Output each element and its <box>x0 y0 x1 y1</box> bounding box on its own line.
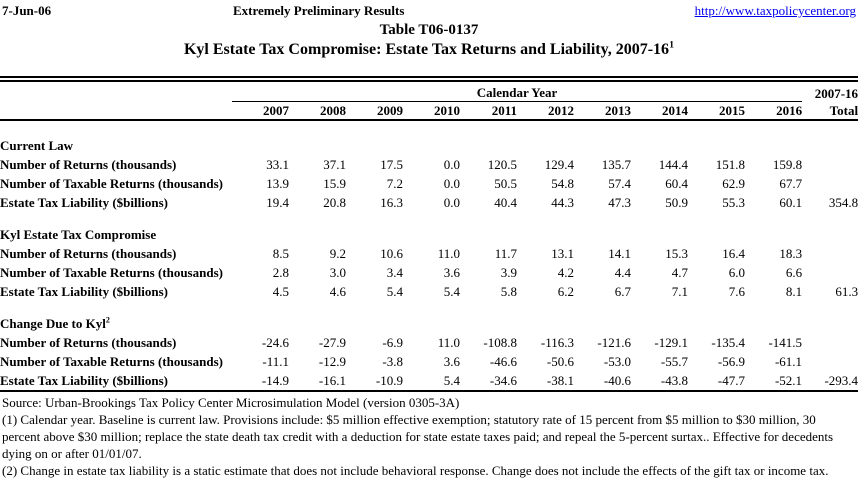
cell-value: 20.8 <box>323 195 346 210</box>
page-subtitle <box>0 41 858 59</box>
cell-value: 60.1 <box>779 195 803 210</box>
table-row <box>0 154 858 173</box>
cell-value: 33.1 <box>266 157 289 172</box>
header-spacer <box>0 102 232 121</box>
cell-value: -27.9 <box>318 335 346 350</box>
cell-value: 18.3 <box>779 246 803 261</box>
cell-value: 7.2 <box>386 176 403 191</box>
footnotes <box>2 394 856 478</box>
section-title-text: Change Due to Kyl <box>0 316 106 331</box>
year-header: 2008 <box>289 102 346 121</box>
year-header: 2010 <box>403 102 460 121</box>
cell-value: 3.0 <box>329 265 346 280</box>
table-body <box>0 120 858 389</box>
cell-value: 135.7 <box>601 157 631 172</box>
section-title-superscript: 2 <box>105 315 110 325</box>
cell-value: -121.6 <box>597 335 631 350</box>
cell-value: 50.9 <box>665 195 688 210</box>
cell-value: 5.4 <box>443 284 460 299</box>
cell-value: -6.9 <box>382 335 403 350</box>
cell-value: -108.8 <box>483 335 517 350</box>
cell-total: 354.8 <box>828 195 858 210</box>
cell-value: 6.2 <box>557 284 574 299</box>
cell-value: 0.0 <box>443 195 460 210</box>
year-header: 2011 <box>460 102 517 121</box>
cell-value: 4.4 <box>614 265 631 280</box>
cell-value: 15.9 <box>323 176 346 191</box>
cell-value: 62.9 <box>722 176 745 191</box>
cell-value: 67.7 <box>779 176 803 191</box>
cell-value: -47.7 <box>717 373 745 388</box>
cell-total <box>802 262 858 281</box>
row-label: Number of Returns (thousands) <box>0 246 177 261</box>
cell-value: 57.4 <box>608 176 631 191</box>
spacer-row <box>0 211 858 224</box>
year-header: 2016 <box>745 102 802 121</box>
cell-value: 129.4 <box>544 157 574 172</box>
row-label: Number of Taxable Returns (thousands) <box>0 354 223 369</box>
total-header: Total <box>802 102 858 121</box>
taxpolicycenter-link[interactable]: http://www.taxpolicycenter.org <box>694 3 856 18</box>
cell-value: 10.6 <box>380 246 403 261</box>
cell-value: -43.8 <box>660 373 688 388</box>
cell-value: -129.1 <box>654 335 688 350</box>
calendar-year-row <box>0 84 858 102</box>
cell-value: 3.9 <box>500 265 517 280</box>
cell-value: 16.3 <box>380 195 403 210</box>
cell-value: 4.7 <box>671 265 688 280</box>
row-label: Estate Tax Liability ($billions) <box>0 195 168 210</box>
cell-value: 13.1 <box>551 246 574 261</box>
cell-value: 11.0 <box>437 246 460 261</box>
spacer-row <box>0 300 858 313</box>
header-spacer <box>0 84 232 102</box>
section-title-row <box>0 313 858 332</box>
cell-value: -135.4 <box>711 335 745 350</box>
cell-value: -50.6 <box>546 354 574 369</box>
cell-value: 120.5 <box>487 157 517 172</box>
cell-value: 17.5 <box>380 157 403 172</box>
row-label: Number of Returns (thousands) <box>0 157 177 172</box>
cell-value: 5.8 <box>500 284 517 299</box>
cell-value: 159.8 <box>772 157 803 172</box>
table-row <box>0 243 858 262</box>
years-row <box>0 102 858 121</box>
cell-value: 13.9 <box>266 176 289 191</box>
cell-value: -10.9 <box>375 373 403 388</box>
cell-value: 40.4 <box>494 195 517 210</box>
section-title <box>0 135 858 154</box>
cell-value: 8.5 <box>272 246 289 261</box>
cell-value: 54.8 <box>551 176 574 191</box>
cell-value: -55.7 <box>660 354 688 369</box>
cell-value: -12.9 <box>318 354 346 369</box>
cell-value: 16.4 <box>722 246 745 261</box>
masthead-link <box>695 3 856 19</box>
cell-value: 6.6 <box>785 265 803 280</box>
page-title: Table T06-0137 <box>379 22 479 38</box>
subtitle-superscript: 1 <box>669 39 675 51</box>
cell-value: -14.9 <box>261 373 289 388</box>
cell-total <box>802 243 858 262</box>
cell-value: -40.6 <box>603 373 631 388</box>
top-double-rule <box>0 76 858 82</box>
cell-value: 60.4 <box>665 176 688 191</box>
spacer-row <box>0 120 858 135</box>
year-header: 2014 <box>631 102 688 121</box>
cell-value: 44.3 <box>551 195 574 210</box>
cell-value: -46.6 <box>489 354 517 369</box>
table-row <box>0 281 858 300</box>
cell-value: 11.0 <box>437 335 460 350</box>
footnote-2: (2) Change in estate tax liability is a static estimate that does not include behavioral response. Change does not include the effects of the gift tax or income tax. <box>2 463 829 478</box>
results-table <box>0 84 858 389</box>
cell-total <box>802 154 858 173</box>
cell-value: -116.3 <box>540 335 574 350</box>
cell-value: 0.0 <box>443 176 460 191</box>
calendar-year-header: Calendar Year <box>232 84 802 102</box>
row-label: Estate Tax Liability ($billions) <box>0 373 168 388</box>
year-header: 2009 <box>346 102 403 121</box>
cell-value: 19.4 <box>266 195 289 210</box>
year-header: 2012 <box>517 102 574 121</box>
bottom-rule <box>0 390 858 392</box>
row-label: Number of Taxable Returns (thousands) <box>0 176 223 191</box>
cell-value: 15.3 <box>665 246 688 261</box>
cell-value: -53.0 <box>603 354 631 369</box>
table-row <box>0 173 858 192</box>
section-title-row <box>0 224 858 243</box>
cell-total <box>802 351 858 370</box>
cell-value: 37.1 <box>323 157 346 172</box>
table-row <box>0 192 858 211</box>
cell-value: -11.1 <box>262 354 289 369</box>
cell-value: 47.3 <box>608 195 631 210</box>
page-subtitle-text: Kyl Estate Tax Compromise: Estate Tax Returns and Liability, 2007-16 <box>183 41 670 58</box>
footnote-1: (1) Calendar year. Baseline is current law. Provisions include: $5 million effective exemption; statutory rate of 15 percent from $5 million to $30 million, 30 percent above $30 million; replace the state death tax credit with a deduction for state estate taxes paid; and repeal the 5-percent surtax.. Effective for decedents dying on or after 01/01/07. <box>2 412 834 461</box>
cell-value: -34.6 <box>489 373 517 388</box>
cell-total <box>802 332 858 351</box>
cell-value: 4.2 <box>557 265 574 280</box>
table-row <box>0 262 858 281</box>
cell-value: 151.8 <box>715 157 745 172</box>
cell-value: 11.7 <box>494 246 517 261</box>
cell-value: -52.1 <box>774 373 803 388</box>
table-row <box>0 332 858 351</box>
cell-value: 3.6 <box>443 354 460 369</box>
cell-value: 6.0 <box>728 265 745 280</box>
cell-value: -16.1 <box>318 373 346 388</box>
section-title-text: Current Law <box>0 138 74 153</box>
cell-total: -293.4 <box>824 373 858 388</box>
cell-value: -56.9 <box>717 354 745 369</box>
cell-value: 4.6 <box>329 284 346 299</box>
year-header: 2013 <box>574 102 631 121</box>
table-row <box>0 351 858 370</box>
section-title-text: Kyl Estate Tax Compromise <box>0 227 157 242</box>
cell-value: 5.4 <box>443 373 460 388</box>
cell-value: 14.1 <box>608 246 631 261</box>
masthead-date: 7-Jun-06 <box>2 3 52 18</box>
cell-value: 9.2 <box>329 246 346 261</box>
cell-value: 7.6 <box>728 284 745 299</box>
section-title <box>0 224 858 243</box>
row-label: Number of Taxable Returns (thousands) <box>0 265 223 280</box>
cell-value: -61.1 <box>774 354 803 369</box>
section-title <box>0 313 858 332</box>
row-label: Estate Tax Liability ($billions) <box>0 284 168 299</box>
cell-value: 7.1 <box>671 284 688 299</box>
table-row <box>0 370 858 389</box>
cell-value: 144.4 <box>658 157 688 172</box>
cell-value: 8.1 <box>785 284 803 299</box>
source-note: Source: Urban-Brookings Tax Policy Center Microsimulation Model (version 0305-3A) <box>2 395 460 410</box>
cell-value: 5.4 <box>386 284 403 299</box>
cell-value: -141.5 <box>768 335 803 350</box>
cell-value: 55.3 <box>722 195 745 210</box>
cell-value: -24.6 <box>261 335 289 350</box>
year-header: 2015 <box>688 102 745 121</box>
cell-value: 0.0 <box>443 157 460 172</box>
cell-value: 4.5 <box>272 284 289 299</box>
cell-value: 2.8 <box>272 265 289 280</box>
cell-value: -38.1 <box>546 373 574 388</box>
cell-total: 61.3 <box>835 284 858 299</box>
cell-value: 50.5 <box>494 176 517 191</box>
cell-value: 3.6 <box>443 265 460 280</box>
cell-value: 3.4 <box>386 265 403 280</box>
year-header: 2007 <box>232 102 289 121</box>
cell-value: 6.7 <box>614 284 631 299</box>
total-period-header: 2007-16 <box>814 85 858 101</box>
masthead-status: Extremely Preliminary Results <box>233 3 405 18</box>
cell-value: -3.8 <box>382 354 403 369</box>
row-label: Number of Returns (thousands) <box>0 335 177 350</box>
section-title-row <box>0 135 858 154</box>
cell-total <box>802 173 858 192</box>
